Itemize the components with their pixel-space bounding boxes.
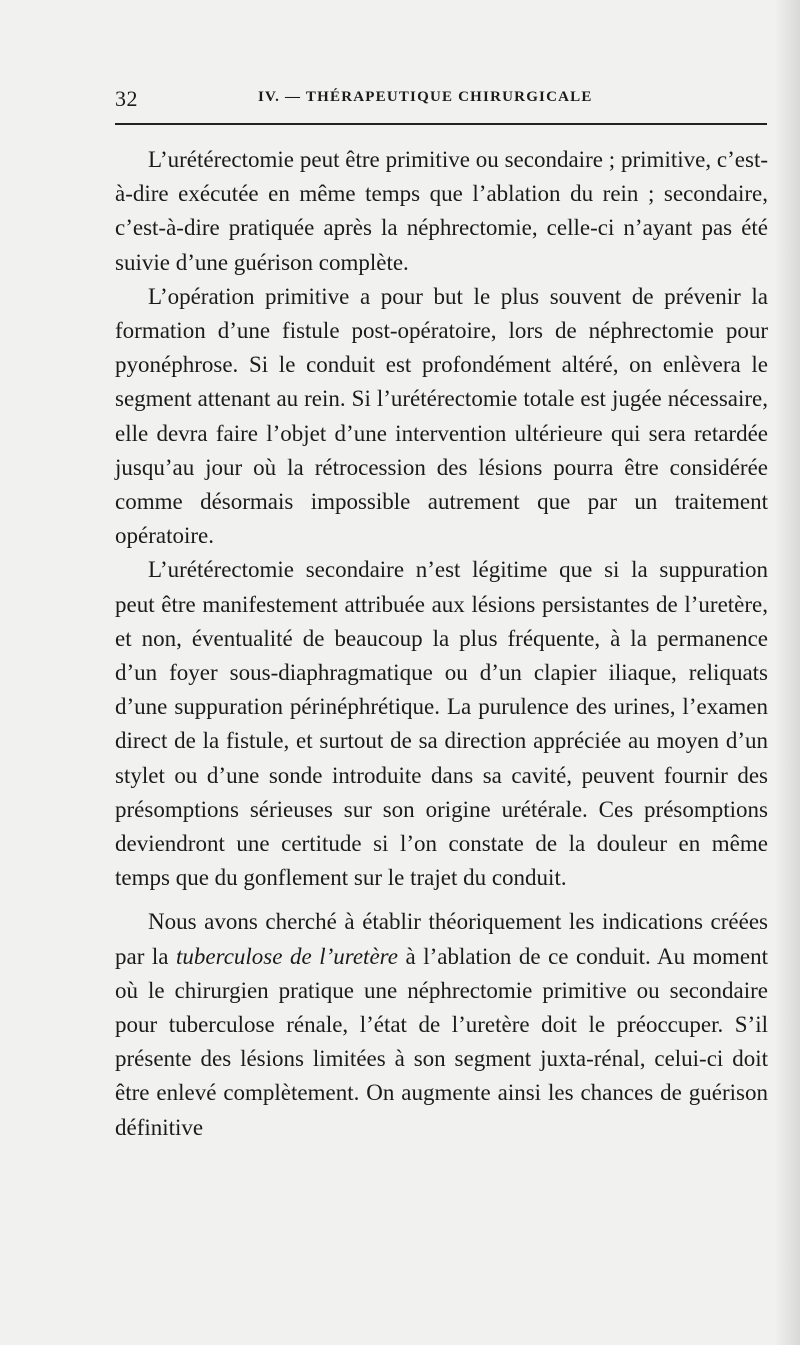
paragraph-3: L’urétérectomie secondaire n’est légitime que si la suppuration peut être manifestement attribuée aux lésions persistantes de l’uretère, et non, éventualité de beaucoup la plus fréquente, à la permanence d’un foyer sous-diaphragmatique ou d’un clapier iliaque, reliquats d’une suppuration périnéphrétique. La purulence des urines, l’examen direct de la fistule, et surtout de sa direction appréciée au moyen d’un stylet ou d’une sonde introduite dans sa cavité, peuvent fournir des présomptions sérieuses sur son origine urétérale. Ces présomptions deviendront une certitude si l’on constate de la douleur en même temps que du gonflement sur le trajet du conduit. — [115, 557, 768, 891]
paragraph-4-text-before: Nous avons cherché à établir théoriquement les indications créées par la — [115, 909, 768, 969]
running-head: IV. — THÉRAPEUTIQUE CHIRURGICALE — [258, 89, 593, 105]
page-number: 32 — [115, 86, 138, 111]
page-edge-shadow — [774, 0, 800, 1345]
paragraph-1: L’urétérectomie peut être primitive ou secondaire ; primitive, c’est-à-dire exécutée en même temps que l’ablation du rein ; secondaire, c’est-à-dire pratiquée après la néphrectomie, celle-ci n’ayant pas été suivie d’une guérison complète. — [115, 147, 768, 275]
header-rule — [115, 123, 767, 125]
italic-term: tuberculose de l’uretère — [176, 943, 398, 969]
body-text — [115, 143, 768, 1145]
paragraph-2: L’opération primitive a pour but le plus souvent de prévenir la formation d’une fistule post-opératoire, lors de néphrectomie pour pyonéphrose. Si le conduit est profondément altéré, on enlèvera le segment attenant au rein. Si l’urétérectomie totale est jugée nécessaire, elle devra faire l’objet d’une intervention ultérieure qui sera retardée jusqu’au jour où la rétrocession des lésions pourra être considérée comme désormais impossible autrement que par un traitement opératoire. — [115, 283, 768, 549]
paragraph-4-text-after: à l’ablation de ce conduit. Au moment où le chirurgien pratique une néphrectomie primitive ou secondaire pour tuberculose rénale, l’état de l’uretère doit le préoccuper. S’il présente des lésions limitées à son segment juxta-rénal, celui-ci doit être enlevé complètement. On augmente ainsi les chances de guérison définitive — [115, 943, 768, 1140]
paragraph-4 — [115, 905, 768, 1144]
page-header — [115, 86, 765, 112]
